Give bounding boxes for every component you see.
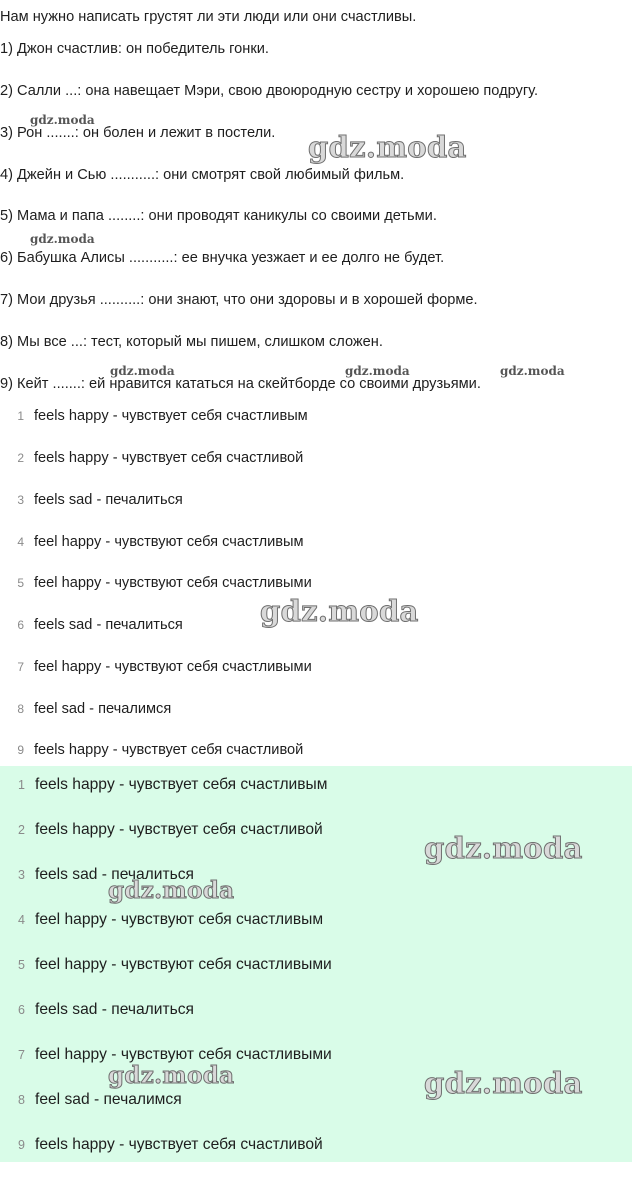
watermark: gdz.moda <box>108 877 235 904</box>
highlighted-answer-row <box>0 1134 323 1156</box>
answer-text: feel happy - чувствуют себя счастливыми <box>34 659 312 675</box>
watermark: gdz.moda <box>424 1066 583 1100</box>
watermark: gdz.moda <box>345 364 410 378</box>
answer-text: feel happy - чувствуют себя счастливым <box>35 911 324 928</box>
answer-text: feels happy - чувствует себя счастливой <box>34 742 304 758</box>
answer-row <box>0 615 183 635</box>
task-instruction: Нам нужно написать грустят ли эти люди или они счастливы. <box>0 9 417 25</box>
answer-number: 3 <box>17 493 24 507</box>
task-item: 2) Салли ...: она навещает Мэри, свою двоюродную сестру и хорошею подругу. <box>0 83 539 99</box>
watermark: gdz.moda <box>30 232 95 246</box>
answer-row <box>0 699 171 719</box>
answer-text: feel happy - чувствуют себя счастливыми <box>35 956 332 973</box>
highlighted-answer-row <box>0 1089 182 1111</box>
highlighted-answer-row <box>0 864 194 886</box>
task-item: 8) Мы все ...: тест, который мы пишем, слишком сложен. <box>0 334 383 350</box>
answer-number: 4 <box>18 913 25 927</box>
answer-text: feels happy - чувствует себя счастливой <box>35 1136 323 1153</box>
highlighted-answer-row <box>0 999 194 1021</box>
answer-number: 5 <box>17 576 24 590</box>
watermark: gdz.moda <box>260 594 419 628</box>
answer-number: 5 <box>18 958 25 972</box>
answer-number: 7 <box>17 660 24 674</box>
answer-row <box>0 573 312 593</box>
answer-number: 9 <box>17 743 24 757</box>
answer-number: 2 <box>18 823 25 837</box>
task-item: 7) Мои друзья ..........: они знают, что они здоровы и в хорошей форме. <box>0 292 478 308</box>
watermark: gdz.moda <box>308 130 467 164</box>
answer-number: 7 <box>18 1048 25 1062</box>
answer-text: feels sad - печалиться <box>35 1001 194 1018</box>
answer-number: 4 <box>17 535 24 549</box>
highlighted-answer-row <box>0 954 332 976</box>
answer-row <box>0 657 312 677</box>
answer-text: feel sad - печалимся <box>35 1091 182 1108</box>
answer-number: 8 <box>18 1093 25 1107</box>
task-item: 9) Кейт .......: ей нравится кататься на скейтборде со своими друзьями. <box>0 376 481 392</box>
answer-row <box>0 740 303 760</box>
answer-row <box>0 406 308 426</box>
answer-text: feels sad - печалиться <box>35 866 194 883</box>
watermark: gdz.moda <box>108 1062 235 1089</box>
answer-text: feels sad - печалиться <box>34 492 183 508</box>
answer-text: feels happy - чувствует себя счастливой <box>35 821 323 838</box>
answer-text: feel sad - печалимся <box>34 701 172 717</box>
highlighted-answer-row <box>0 1044 332 1066</box>
task-item: 3) Рон .......: он болен и лежит в постели. <box>0 125 276 141</box>
answer-row <box>0 490 183 510</box>
highlighted-answer-row <box>0 909 323 931</box>
watermark: gdz.moda <box>110 364 175 378</box>
answer-number: 1 <box>17 409 24 423</box>
answer-number: 8 <box>17 702 24 716</box>
answer-number: 6 <box>18 1003 25 1017</box>
answer-text: feels happy - чувствует себя счастливым <box>34 408 308 424</box>
answer-number: 3 <box>18 868 25 882</box>
watermark: gdz.moda <box>30 113 95 127</box>
watermark: gdz.moda <box>500 364 565 378</box>
task-item: 4) Джейн и Сью ...........: они смотрят свой любимый фильм. <box>0 167 405 183</box>
answer-number: 2 <box>17 451 24 465</box>
answer-text: feels sad - печалиться <box>34 617 183 633</box>
answer-text: feel happy - чувствуют себя счастливыми <box>34 575 312 591</box>
answer-row <box>0 448 303 468</box>
answer-number: 9 <box>18 1138 25 1152</box>
answer-number: 1 <box>18 778 25 792</box>
answer-text: feel happy - чувствуют себя счастливыми <box>35 1046 332 1063</box>
watermark: gdz.moda <box>424 831 583 865</box>
highlighted-answer-row <box>0 819 323 841</box>
task-item: 5) Мама и папа ........: они проводят каникулы со своими детьми. <box>0 208 437 224</box>
answer-text: feel happy - чувствуют себя счастливым <box>34 534 304 550</box>
highlighted-answer-row <box>0 774 327 796</box>
answer-number: 6 <box>17 618 24 632</box>
task-item: 1) Джон счастлив: он победитель гонки. <box>0 41 269 57</box>
task-item: 6) Бабушка Алисы ...........: ее внучка уезжает и ее долго не будет. <box>0 250 445 266</box>
answer-row <box>0 532 304 552</box>
answer-text: feels happy - чувствует себя счастливым <box>35 776 328 793</box>
answer-text: feels happy - чувствует себя счастливой <box>34 450 304 466</box>
